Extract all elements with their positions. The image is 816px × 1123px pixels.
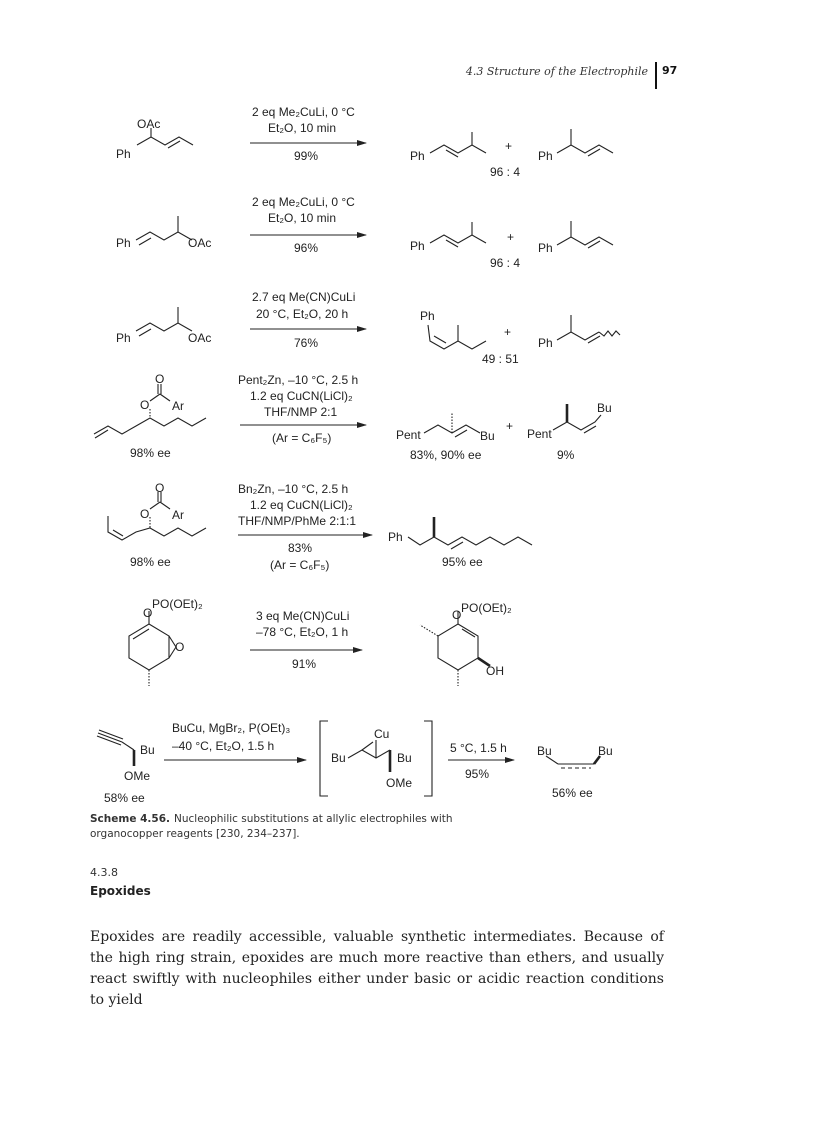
plus-sign: + — [505, 139, 513, 153]
r6-conditions: –78 °C, Et₂O, 1 h — [256, 625, 349, 639]
r7-intermediate-label: Bu — [397, 751, 412, 765]
r6-starting-material — [129, 597, 203, 686]
r4-product-label: Bu — [597, 401, 612, 415]
r7-sm-ee: 58% ee — [104, 791, 145, 805]
r4-product-label: Pent — [396, 428, 421, 442]
r7-intermediate-label: Bu — [331, 751, 346, 765]
r5-product-label: Ph — [388, 530, 403, 544]
r4-copper-source: 1.2 eq CuCN(LiCl)₂ — [250, 389, 353, 403]
r1-solvent: Et₂O, 10 min — [268, 121, 337, 135]
r7-intermediate-label: OMe — [386, 776, 413, 790]
r7-intermediate — [320, 721, 432, 796]
plus-sign: + — [507, 230, 515, 244]
r6-sm-label: O — [175, 640, 185, 654]
page-number: 97 — [662, 64, 678, 77]
r2-product-2 — [538, 221, 613, 255]
plus-sign: + — [504, 325, 512, 339]
r7-conditions: –40 °C, Et₂O, 1.5 h — [172, 739, 275, 753]
reaction-4 — [94, 372, 612, 462]
r5-sm-label: O — [155, 481, 165, 495]
r3-product-1 — [420, 309, 486, 349]
r4-product-1-result: 83%, 90% ee — [410, 448, 482, 462]
r2-ratio: 96 : 4 — [490, 256, 521, 270]
r2-sm-label: Ph — [116, 236, 131, 250]
r5-copper-source: 1.2 eq CuCN(LiCl)₂ — [250, 498, 353, 512]
right-bracket — [424, 721, 432, 796]
r6-product-label: PO(OEt)₂ — [461, 601, 512, 615]
caption-label: Scheme 4.56. — [90, 813, 170, 825]
section-number: 4.3.8 — [90, 866, 118, 879]
left-bracket — [320, 721, 328, 796]
r1-product-2 — [538, 129, 613, 163]
r4-sm-label: O — [140, 398, 150, 412]
r7-sm-label: OMe — [124, 769, 151, 783]
r1-sm-label: Ph — [116, 147, 131, 161]
r7-product-ee: 56% ee — [552, 786, 593, 800]
r7-product-label: Bu — [598, 744, 613, 758]
r5-product — [388, 517, 532, 569]
running-header-section: 4.3 Structure of the Electrophile — [465, 65, 648, 78]
r5-sm-label: Ar — [172, 508, 184, 522]
body-paragraph: Epoxides are readily accessible, valuable synthetic intermediates. Because of the high ring strain, epoxides are much more reactive than ethers, and usually react swiftly with nucleophiles either under basic or acidic reaction conditions to yield — [90, 929, 664, 1008]
r4-product-2-result: 9% — [557, 448, 575, 462]
r2-product-1 — [410, 222, 486, 253]
r3-product-label: Ph — [538, 336, 553, 350]
r2-sm-label: OAc — [188, 236, 212, 250]
r6-product — [420, 601, 512, 686]
r4-product-2 — [527, 401, 612, 462]
r7-sm-label: Bu — [140, 743, 155, 757]
r7-step2-yield: 95% — [465, 767, 490, 781]
r4-product-1 — [396, 412, 495, 462]
r2-product-label: Ph — [410, 239, 425, 253]
r6-reagent: 3 eq Me(CN)CuLi — [256, 609, 350, 623]
r3-product-label: Ph — [420, 309, 435, 323]
r2-yield: 96% — [294, 241, 319, 255]
r6-sm-label: PO(OEt)₂ — [152, 597, 203, 611]
r3-starting-material — [116, 307, 211, 345]
r4-starting-material — [94, 372, 206, 460]
r7-product — [537, 744, 613, 800]
r4-solvent: THF/NMP 2:1 — [264, 405, 338, 419]
r3-ratio: 49 : 51 — [482, 352, 519, 366]
caption-text: Nucleophilic substitutions at allylic electrophiles with organocopper reagents [230, 234–237]. — [90, 813, 453, 840]
r5-starting-material — [108, 481, 206, 569]
reaction-3 — [116, 290, 620, 366]
r5-note: (Ar = C₆F₅) — [270, 558, 330, 572]
r4-sm-label: O — [155, 372, 165, 386]
reaction-6 — [129, 597, 512, 686]
r1-sm-label: OAc — [137, 117, 161, 131]
r1-ratio: 96 : 4 — [490, 165, 521, 179]
r7-intermediate-label: Cu — [374, 727, 390, 741]
r4-sm-ee: 98% ee — [130, 446, 171, 460]
r2-starting-material — [116, 216, 211, 250]
r1-product-label: Ph — [410, 149, 425, 163]
r5-solvent: THF/NMP/PhMe 2:1:1 — [238, 514, 357, 528]
reaction-5 — [108, 481, 532, 572]
r2-solvent: Et₂O, 10 min — [268, 211, 337, 225]
r4-reagent: Pent₂Zn, –10 °C, 2.5 h — [238, 373, 359, 387]
figure-caption — [90, 812, 510, 842]
r4-product-label: Pent — [527, 427, 552, 441]
r3-sm-label: OAc — [188, 331, 212, 345]
r1-product-label: Ph — [538, 149, 553, 163]
r1-starting-material — [116, 117, 193, 161]
reaction-7 — [97, 721, 613, 805]
r1-product-1 — [410, 132, 486, 163]
r3-product-2 — [538, 315, 620, 350]
r1-reagent: 2 eq Me₂CuLi, 0 °C — [252, 105, 355, 119]
r6-product-label: OH — [486, 664, 504, 678]
r7-reagent: BuCu, MgBr₂, P(OEt)₃ — [172, 721, 291, 735]
r7-product-label: Bu — [537, 744, 552, 758]
r3-reagent: 2.7 eq Me(CN)CuLi — [252, 290, 356, 304]
r1-yield: 99% — [294, 149, 319, 163]
r6-sm-label: O — [143, 606, 153, 620]
r3-yield: 76% — [294, 336, 319, 350]
section-title: Epoxides — [90, 884, 151, 898]
r3-conditions: 20 °C, Et₂O, 20 h — [256, 307, 349, 321]
r5-sm-label: O — [140, 507, 150, 521]
r7-starting-material — [97, 730, 155, 805]
r4-product-label: Bu — [480, 429, 495, 443]
r2-reagent: 2 eq Me₂CuLi, 0 °C — [252, 195, 355, 209]
r4-note: (Ar = C₆F₅) — [272, 431, 332, 445]
r6-product-label: O — [452, 608, 462, 622]
r5-sm-ee: 98% ee — [130, 555, 171, 569]
r3-sm-label: Ph — [116, 331, 131, 345]
reaction-1 — [116, 105, 613, 179]
r2-product-label: Ph — [538, 241, 553, 255]
r5-product-ee: 95% ee — [442, 555, 483, 569]
r5-yield: 83% — [288, 541, 313, 555]
r7-step2-conditions: 5 °C, 1.5 h — [450, 741, 507, 755]
r5-reagent: Bn₂Zn, –10 °C, 2.5 h — [238, 482, 349, 496]
r4-sm-label: Ar — [172, 399, 184, 413]
plus-sign: + — [506, 419, 514, 433]
reaction-2 — [116, 195, 613, 270]
r6-yield: 91% — [292, 657, 317, 671]
